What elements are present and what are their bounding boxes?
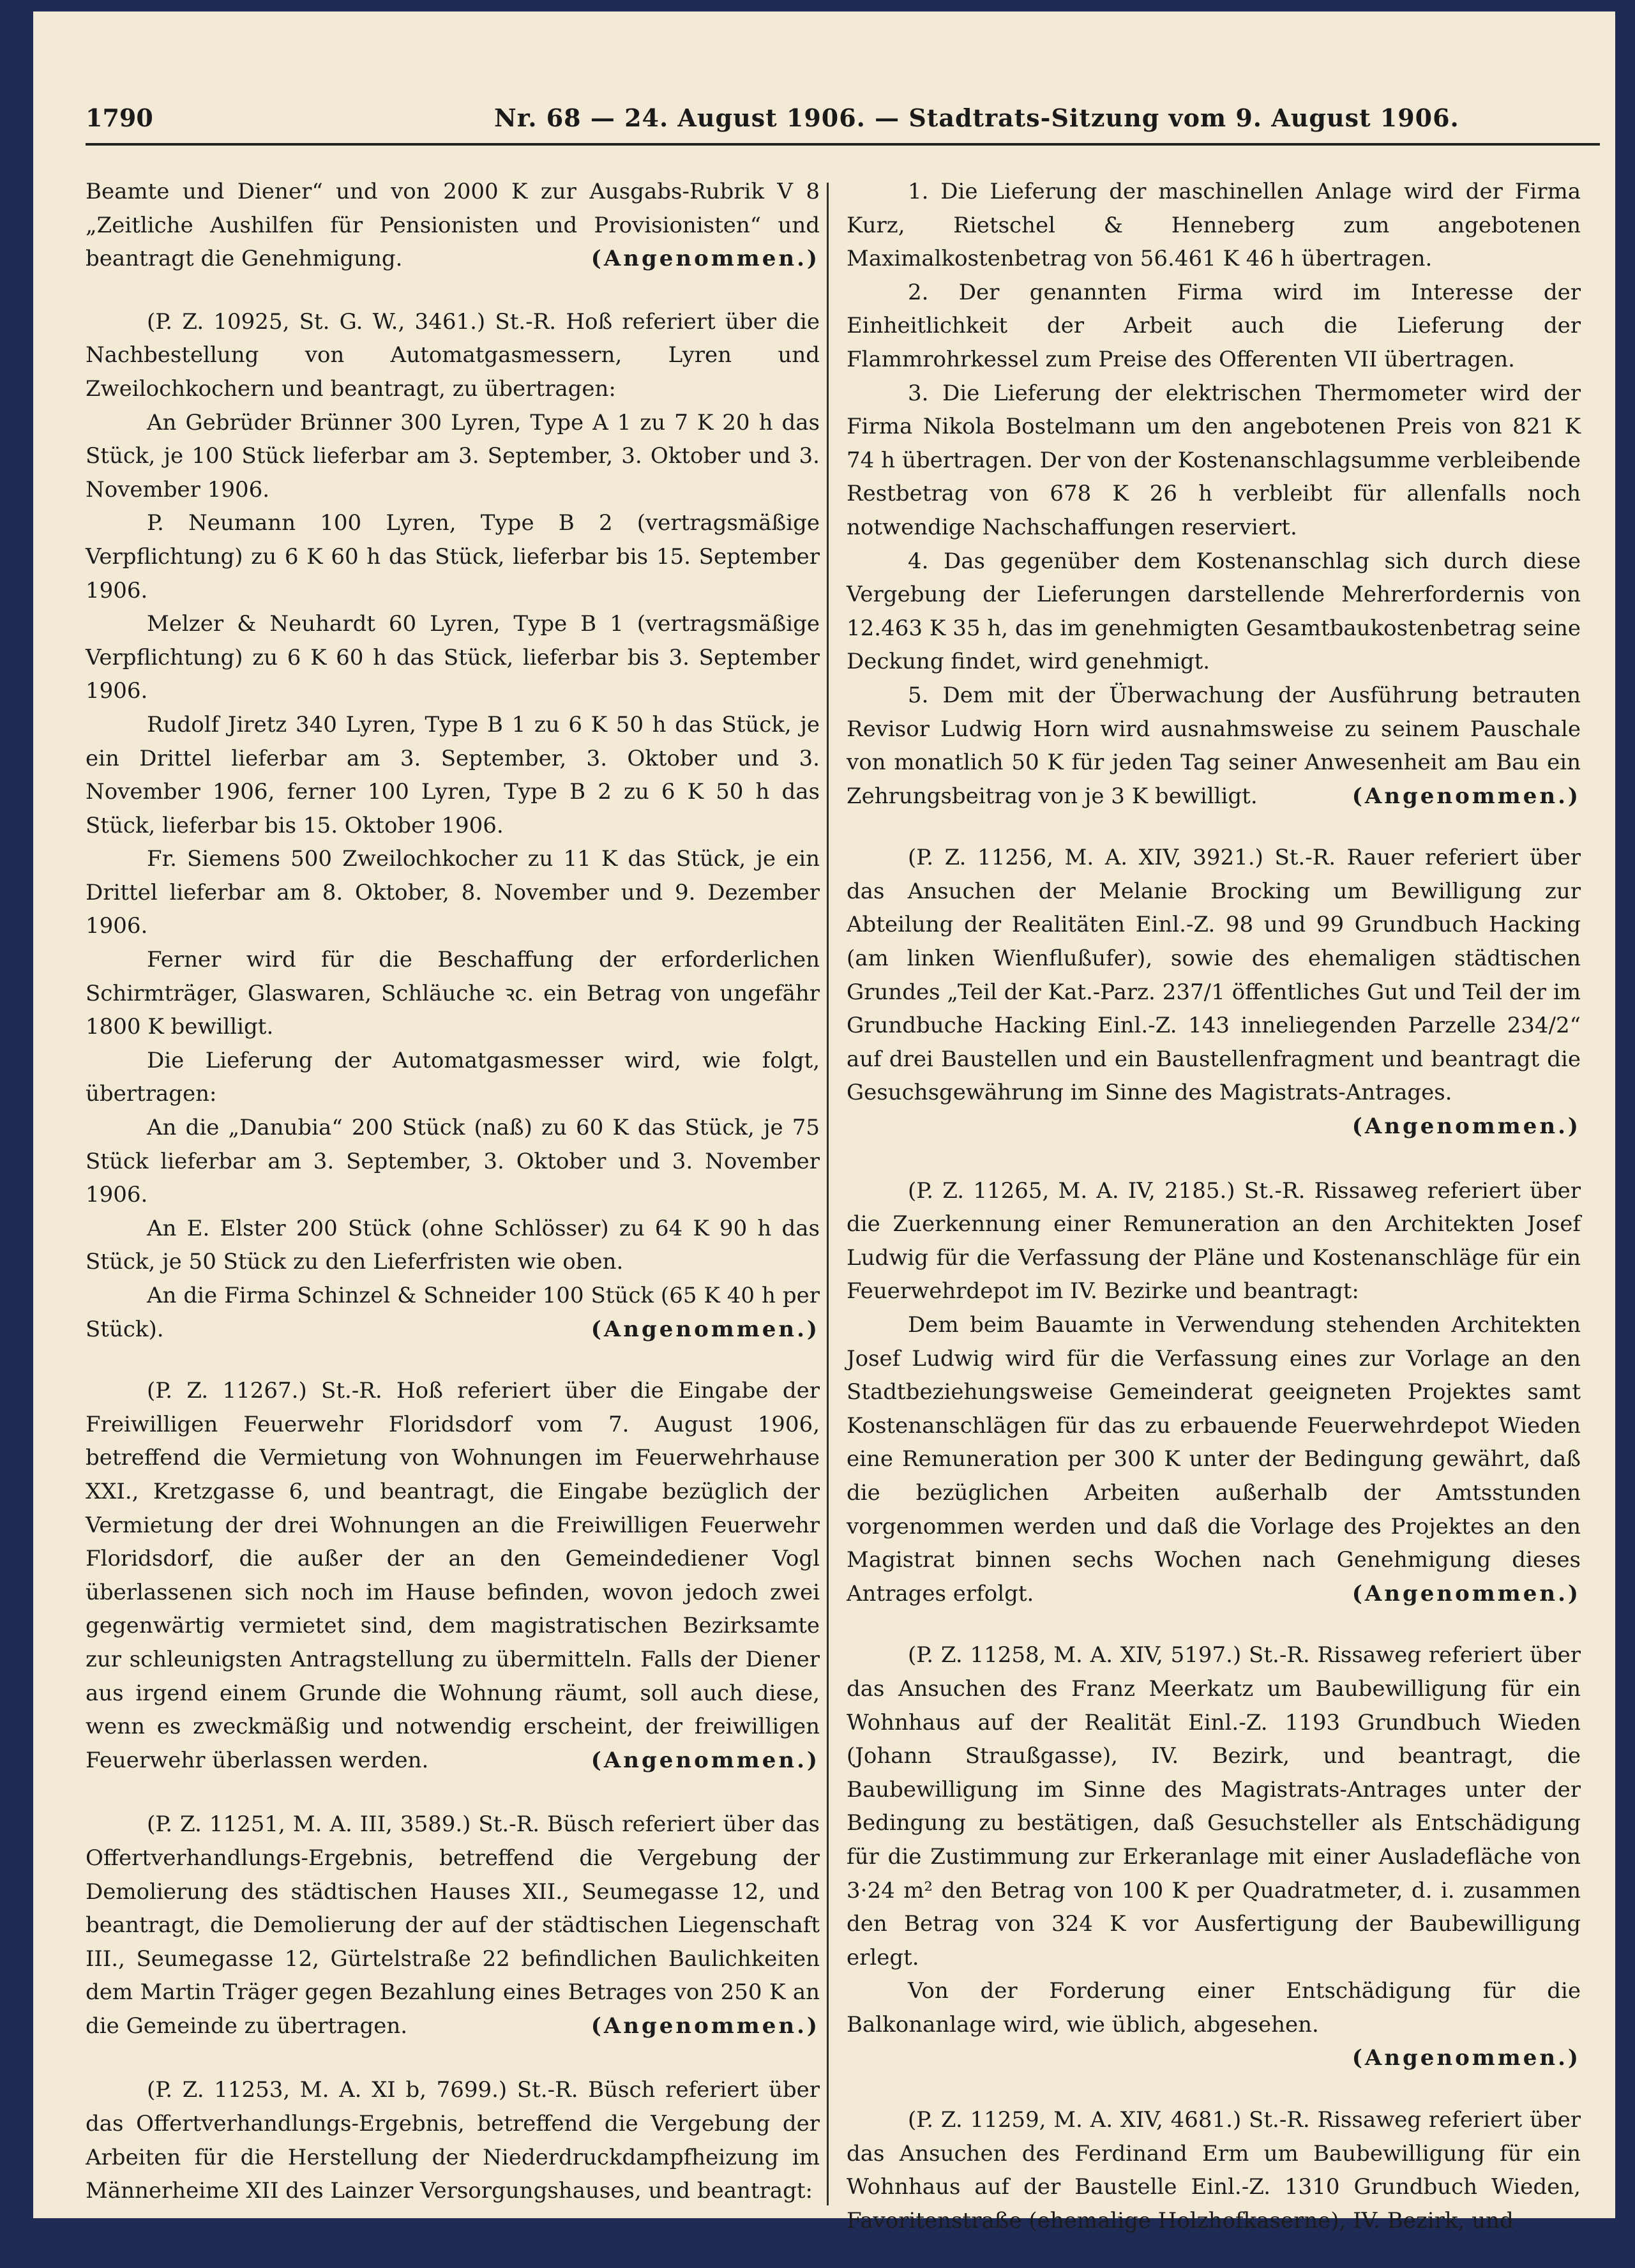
paragraph: (P. Z. 11265, M. A. IV, 2185.) St.-R. Rissaweg referiert über die Zuerkennung einer Remuneration an den Architekten Josef Ludwig für die Verfassung der Pläne und Kostenanschläge für ein Feuerwehrdepot im IV. Bezirke und beantragt: bbox=[847, 1177, 1581, 1304]
paragraph: (P. Z. 11256, M. A. XIV, 3921.) St.-R. Rauer referiert über das Ansuchen der Melanie Brocking um Bewilligung zur Abteilung der Realitäten Einl.-Z. 98 und 99 Grundbuch Hacking (am linken Wienflußufer), sowie des ehemaligen städtischen Grundes „Teil der Kat.-Parz. 237/1 öffentliches Gut und Teil der im Grundbuche Hacking Einl.-Z. 143 inneliegenden Parzelle 234/2“ auf drei Baustellen und ein Baustellenfragment und beantragt die Gesuchsgewährung im Sinne des Magistrats-Antrages. bbox=[847, 845, 1581, 1106]
paragraph: (P. Z. 11258, M. A. XIV, 5197.) St.-R. Rissaweg referiert über das Ansuchen des Franz Meerkatz um Baubewilligung für ein Wohnhaus auf der Realität Einl.-Z. 1193 Grundbuch Wieden (Johann Straußgasse), IV. Bezirk, und beantragt, die Baubewilligung im Sinne des Magistrats-Antrages unter der Bedingung zu bestätigen, daß Gesuchsteller als Entschädigung für die Zustimmung zur Erkeranlage mit einer Ausladefläche von 3·24 m² den Betrag von 100 K per Quadratmeter, d. i. zusammen den Betrag von 324 K vor Ausfertigung der Baubewilligung erlegt. bbox=[847, 1642, 1581, 1970]
accepted-note: (Angenommen.) bbox=[1352, 2045, 1581, 2071]
paragraph: (P. Z. 11253, M. A. XI b, 7699.) St.-R. Büsch referiert über das Offertverhandlungs-Ergebnis, betreffend die Vergebung der Arbeiten für die Herstellung der Niederdruckdampfheizung im Männerheime XII des Lainzer Versorgungshauses, und beantragt: bbox=[86, 2077, 820, 2204]
paragraph: Rudolf Jiretz 340 Lyren, Type B 1 zu 6 K 50 h das Stück, je ein Drittel lieferbar am 3. September, 3. Oktober und 3. November 1906, ferner 100 Lyren, Type B 2 zu 6 K 50 h das Stück, lieferbar bis 15. Oktober 1906. bbox=[86, 711, 820, 838]
paragraph: An die Firma Schinzel & Schneider 100 Stück (65 K 40 h per Stück). bbox=[86, 1283, 820, 1342]
paragraph: 3. Die Lieferung der elektrischen Thermometer wird der Firma Nikola Bostelmann um den angebotenen Preis von 821 K 74 h übertragen. Der von der Kostenanschlagsumme verbleibende Restbetrag von 678 K 26 h verbleibt für allenfalls noch notwendige Nachschaffungen reserviert. bbox=[847, 380, 1581, 540]
accepted-note: (Angenommen.) bbox=[1352, 1114, 1581, 1140]
left-column bbox=[86, 175, 820, 2239]
newspaper-page bbox=[33, 11, 1615, 2234]
accepted-note: (Angenommen.) bbox=[591, 2013, 820, 2039]
issue-title: Nr. 68 — 24. August 1906. — Stadtrats-Sitzung vom 9. August 1906. bbox=[494, 103, 1459, 132]
paragraph: 5. Dem mit der Überwachung der Ausführung betrauten Revisor Ludwig Horn wird ausnahmsweise zu seinem Pauschale von monatlich 50 K für jeden Tag seiner Anwesenheit am Bau ein Zehrungsbeitrag von je 3 K bewilligt. bbox=[847, 682, 1581, 809]
page-header bbox=[86, 97, 1599, 142]
paragraph: Die Lieferung der Automatgasmesser wird, wie folgt, übertragen: bbox=[86, 1047, 820, 1107]
accepted-note: (Angenommen.) bbox=[1352, 1580, 1581, 1606]
accepted-note: (Angenommen.) bbox=[1352, 783, 1581, 809]
paragraph: An die „Danubia“ 200 Stück (naß) zu 60 K das Stück, je 75 Stück lieferbar am 3. September, 3. Oktober und 3. November 1906. bbox=[86, 1115, 820, 1208]
column-divider bbox=[827, 183, 829, 2205]
paragraph: Fr. Siemens 500 Zweilochkocher zu 11 K das Stück, je ein Drittel lieferbar am 8. Oktober, 8. November und 9. Dezember 1906. bbox=[86, 846, 820, 939]
accepted-note: (Angenommen.) bbox=[591, 246, 820, 272]
accepted-note: (Angenommen.) bbox=[591, 1316, 820, 1342]
paragraph: Ferner wird für die Beschaffung der erforderlichen Schirmträger, Glaswaren, Schläuche ꝛc. ein Betrag von ungefähr 1800 K bewilligt. bbox=[86, 947, 820, 1040]
header-rule bbox=[86, 143, 1600, 146]
paragraph: (P. Z. 11259, M. A. XIV, 4681.) St.-R. Rissaweg referiert über das Ansuchen des Ferdinand Erm um Baubewilligung für ein Wohnhaus auf der Baustelle Einl.-Z. 1310 Grundbuch Wieden, Favoritenstraße (ehemalige Holzhofkaserne), IV. Bezirk, und bbox=[847, 2107, 1581, 2234]
paragraph: 1. Die Lieferung der maschinellen Anlage wird der Firma Kurz, Rietschel & Henneberg zum angebotenen Maximalkostenbetrag von 56.461 K 46 h übertragen. bbox=[847, 179, 1581, 272]
paragraph: Beamte und Diener“ und von 2000 K zur Ausgabs-Rubrik V 8 „Zeitliche Aushilfen für Pensionisten und Provisionisten“ und beantragt die Genehmigung. bbox=[86, 179, 820, 272]
paragraph: An Gebrüder Brünner 300 Lyren, Type A 1 zu 7 K 20 h das Stück, je 100 Stück lieferbar am 3. September, 3. Oktober und 3. November 1906. bbox=[86, 409, 820, 503]
paragraph: (P. Z. 11251, M. A. III, 3589.) St.-R. Büsch referiert über das Offertverhandlungs-Ergebnis, betreffend die Vergebung der Demolierung des städtischen Hauses XII., Seumegasse 12, und beantragt, die Demolierung der auf der städtischen Liegenschaft III., Seumegasse 12, Gürtelstraße 22 befindlichen Baulichkeiten dem Martin Träger gegen Bezahlung eines Betrages von 250 K an die Gemeinde zu übertragen. bbox=[86, 1811, 820, 2039]
accepted-note: (Angenommen.) bbox=[591, 1747, 820, 1773]
page-number: 1790 bbox=[86, 103, 153, 132]
paragraph: 4. Das gegenüber dem Kostenanschlag sich durch diese Vergebung der Lieferungen darstellende Mehrerfordernis von 12.463 K 35 h, das im genehmigten Gesamtbaukostenbetrag seine Deckung findet, wird genehmigt. bbox=[847, 548, 1581, 675]
paragraph: (P. Z. 10925, St. G. W., 3461.) St.-R. Hoß referiert über die Nachbestellung von Automatgasmessern, Lyren und Zweilochkochern und beantragt, zu übertragen: bbox=[86, 308, 820, 402]
paragraph: 2. Der genannten Firma wird im Interesse der Einheitlichkeit der Arbeit auch die Lieferung der Flammrohrkessel zum Preise des Offerenten VII übertragen. bbox=[847, 279, 1581, 372]
paragraph: Melzer & Neuhardt 60 Lyren, Type B 1 (vertragsmäßige Verpflichtung) zu 6 K 60 h das Stück, lieferbar bis 3. September 1906. bbox=[86, 611, 820, 704]
paragraph: An E. Elster 200 Stück (ohne Schlösser) zu 64 K 90 h das Stück, je 50 Stück zu den Lieferfristen wie oben. bbox=[86, 1215, 820, 1275]
paragraph: Von der Forderung einer Entschädigung für die Balkonanlage wird, wie üblich, abgesehen. bbox=[847, 1978, 1581, 2037]
paragraph: Dem beim Bauamte in Verwendung stehenden Architekten Josef Ludwig wird für die Verfassung eines zur Vorlage an den Stadtbeziehungsweise Gemeinderat geeigneten Projektes samt Kostenanschlägen für das zu erbauende Feuerwehrdepot Wieden eine Remuneration per 300 K unter der Bedingung gewährt, daß die bezüglichen Arbeiten außerhalb der Amtsstunden vorgenommen werden und daß die Vorlage des Projektes an den Magistrat binnen sechs Wochen nach Genehmigung dieses Antrages erfolgt. bbox=[847, 1312, 1581, 1606]
paragraph: (P. Z. 11267.) St.-R. Hoß referiert über die Eingabe der Freiwilligen Feuerwehr Floridsdorf vom 7. August 1906, betreffend die Vermietung von Wohnungen im Feuerwehrhause XXI., Kretzgasse 6, und beantragt, die Eingabe bezüglich der Vermietung der drei Wohnungen an die Freiwilligen Feuerwehr Floridsdorf, die außer der an den Gemeindediener Vogl überlassenen sich noch im Hause befinden, wovon jedoch zwei gegenwärtig vermietet sind, dem magistratischen Bezirksamte zur schleunigsten Antragstellung zu übermitteln. Falls der Diener aus irgend einem Grunde die Wohnung räumt, soll auch diese, wenn es zweckmäßig und notwendig erscheint, der freiwilligen Feuerwehr überlassen werden. bbox=[86, 1378, 820, 1773]
right-column bbox=[847, 175, 1581, 2268]
paragraph: P. Neumann 100 Lyren, Type B 2 (vertragsmäßige Verpflichtung) zu 6 K 60 h das Stück, lieferbar bis 15. September 1906. bbox=[86, 510, 820, 603]
